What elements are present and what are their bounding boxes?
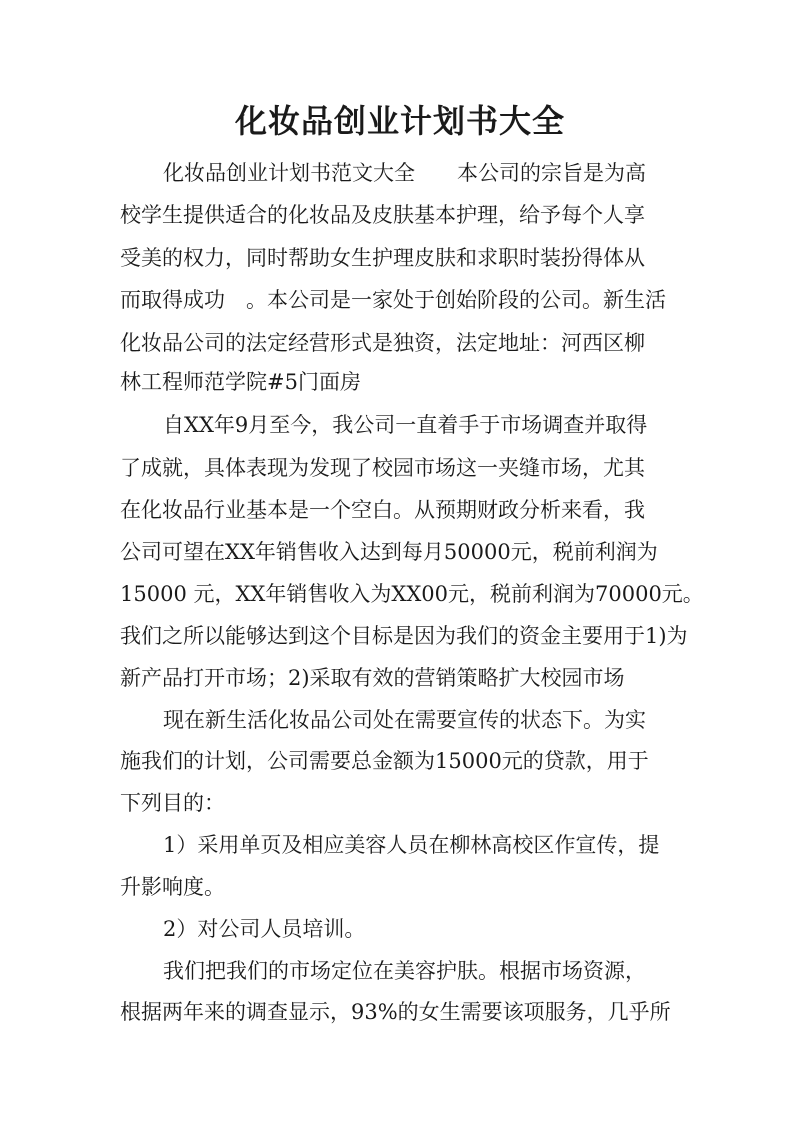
paragraph-line: 校学生提供适合的化妆品及皮肤基本护理，给予每个人享 — [120, 203, 645, 227]
document-title: 化妆品创业计划书大全 — [234, 102, 565, 140]
paragraph-line: 下列目的： — [120, 791, 225, 815]
paragraph-line: 自XX年9月至今，我公司一直着手于市场调查并取得 — [163, 413, 648, 437]
paragraph-line: 新产品打开市场；2)采取有效的营销策略扩大校园市场 — [120, 666, 625, 690]
paragraph-line: 我们把我们的市场定位在美容护肤。根据市场资源， — [163, 959, 646, 983]
paragraph-line: 在化妆品行业基本是一个空白。从预期财政分析来看，我 — [120, 498, 645, 522]
paragraph-line: 升影响度。 — [120, 875, 225, 899]
paragraph-line: 化妆品创业计划书范文大全 本公司的宗旨是为高 — [163, 161, 646, 185]
paragraph-line: 化妆品公司的法定经营形式是独资，法定地址：河西区柳 — [120, 331, 645, 355]
paragraph-line: 现在新生活化妆品公司处在需要宣传的状态下。为实 — [163, 708, 646, 732]
list-item: 2）对公司人员培训。 — [163, 917, 366, 941]
paragraph-line: 公司可望在XX年销售收入达到每月50000元，税前利润为 — [120, 540, 658, 564]
paragraph-line: 受美的权力，同时帮助女生护理皮肤和求职时装扮得体从 — [120, 246, 645, 270]
paragraph-line: 了成就，具体表现为发现了校园市场这一夹缝市场，尤其 — [120, 456, 645, 480]
paragraph-line: 林工程师范学院#5门面房 — [120, 370, 361, 394]
list-item: 1）采用单页及相应美容人员在柳林高校区作宣传，提 — [163, 833, 660, 857]
paragraph-line: 15000 元，XX年销售收入为XX00元，税前利润为70000元。 — [120, 582, 704, 606]
paragraph-line: 而取得成功 。本公司是一家处于创始阶段的公司。新生活 — [120, 288, 666, 312]
paragraph-line: 根据两年来的调查显示，93%的女生需要该项服务，几乎所 — [120, 1000, 671, 1024]
paragraph-line: 我们之所以能够达到这个目标是因为我们的资金主要用于1)为 — [120, 624, 688, 648]
paragraph-line: 施我们的计划，公司需要总金额为15000元的贷款，用于 — [120, 749, 649, 773]
